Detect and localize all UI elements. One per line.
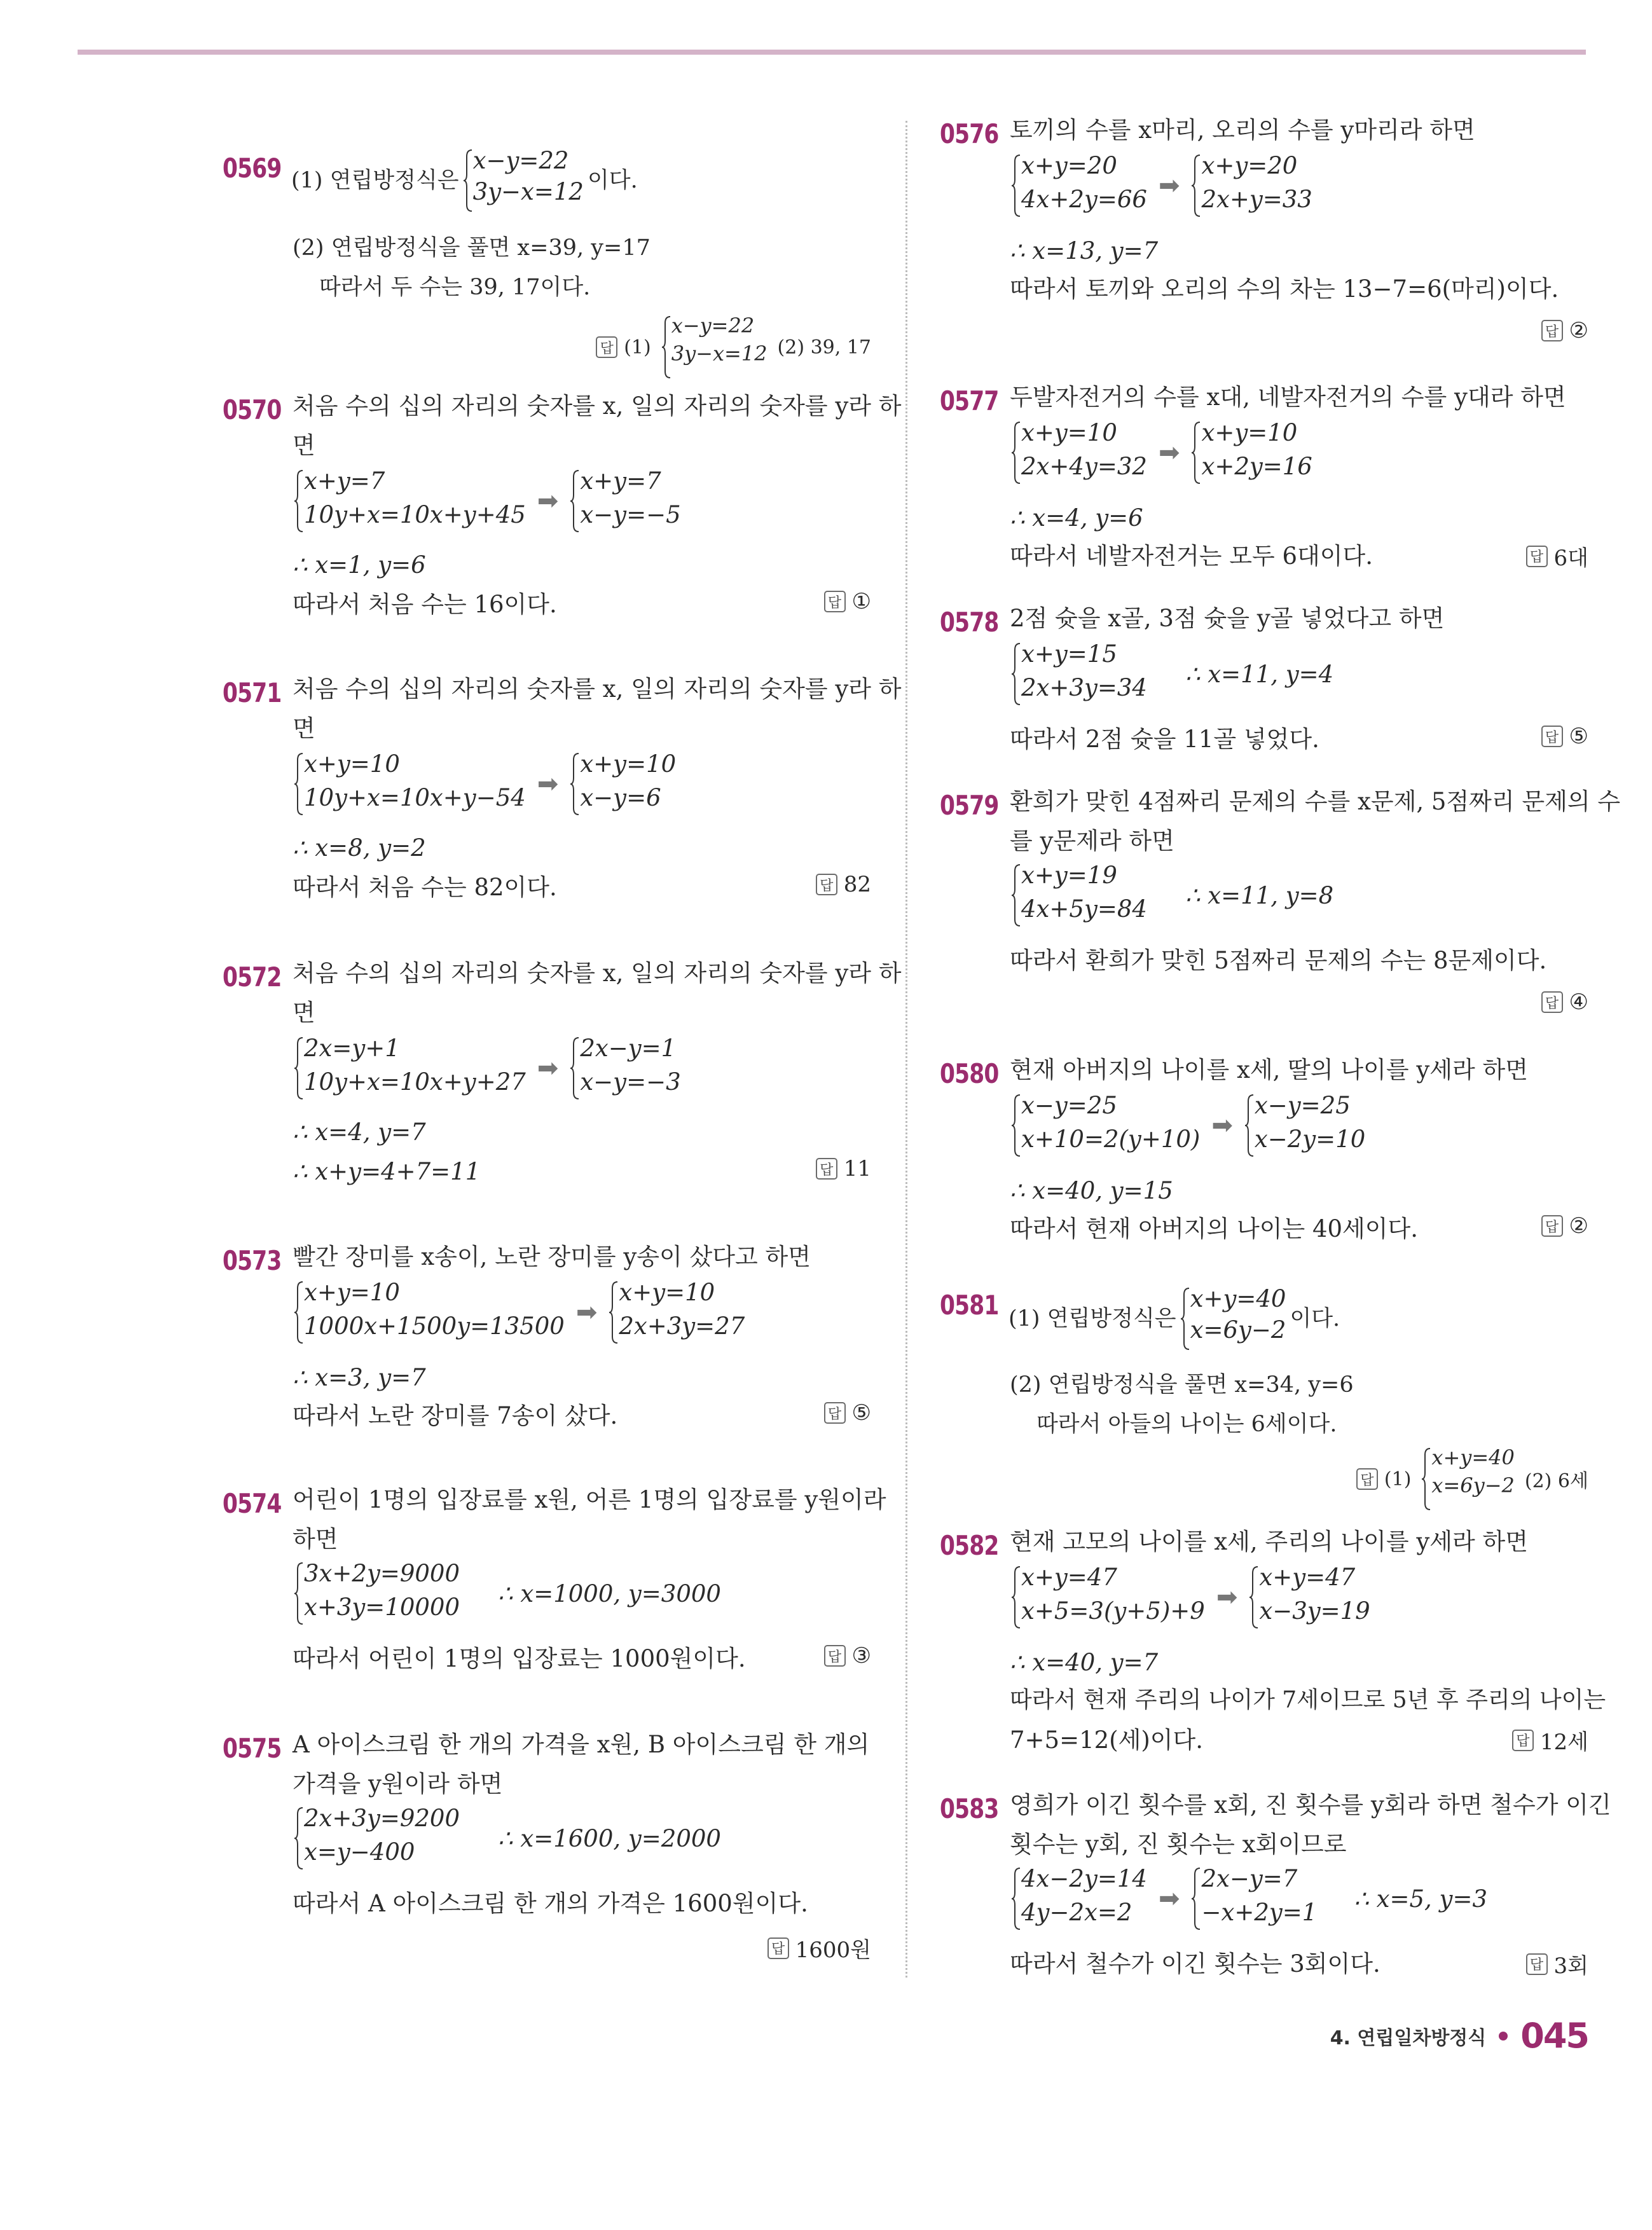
equation: −x+2y=1 <box>1201 1899 1318 1926</box>
answer-icon: 답 <box>1541 726 1563 747</box>
equation: 4x+5y=84 <box>1021 895 1147 923</box>
answer-value: 3회 <box>1553 1953 1588 1979</box>
answer-icon: 답 <box>824 1402 846 1424</box>
brace-icon <box>294 1562 304 1625</box>
answer-value: ⑤ <box>851 1400 871 1426</box>
solution: ∴ x=1000, y=3000 <box>498 1580 721 1607</box>
equation: 4x−2y=14 <box>1021 1865 1147 1892</box>
answer <box>816 872 871 897</box>
equation: x+y=7 <box>580 467 661 495</box>
answer-icon: 답 <box>1512 1730 1534 1751</box>
statement-text: 이다. <box>587 167 638 193</box>
brace-icon <box>1011 1094 1021 1157</box>
answer-icon: 답 <box>1541 1215 1563 1237</box>
problem-text: 영희가 이긴 횟수를 x회, 진 횟수를 y회라 하면 철수가 이긴 <box>1010 1791 1611 1819</box>
equation: x−y=−5 <box>580 501 681 528</box>
problem-text: 면 <box>293 432 315 459</box>
equation: x+y=10 <box>304 1279 400 1306</box>
equation: x+10=2(y+10) <box>1021 1125 1201 1153</box>
arrow-right-icon: ➡ <box>537 1054 559 1083</box>
conclusion: ∴ x+y=4+7=11 <box>293 1158 481 1185</box>
conclusion: 따라서 처음 수는 82이다. <box>293 874 557 901</box>
equation-system <box>294 1281 745 1344</box>
conclusion: 따라서 처음 수는 16이다. <box>293 591 557 618</box>
equation: x+y=10 <box>580 750 677 778</box>
equation: 3y−x=12 <box>671 341 767 366</box>
equation: x+y=7 <box>304 467 385 495</box>
equation: x−y=25 <box>1254 1092 1351 1119</box>
system-statement <box>1008 1287 1340 1351</box>
statement-text: 이다. <box>1290 1305 1340 1332</box>
problem-text: 어린이 1명의 입장료를 x원, 어른 1명의 입장료를 y원이라 <box>293 1486 886 1513</box>
answer-value: ④ <box>1569 989 1588 1015</box>
brace-icon <box>1244 1094 1255 1157</box>
solution: ∴ x=5, y=3 <box>1354 1885 1487 1913</box>
equation: x+y=19 <box>1021 862 1117 889</box>
answer-value: ③ <box>851 1643 871 1669</box>
solution: ∴ x=8, y=2 <box>293 834 426 862</box>
equation: 3x+2y=9000 <box>304 1560 460 1587</box>
equation-system <box>1011 864 1333 927</box>
equation: x+y=10 <box>619 1279 715 1306</box>
equation-system <box>294 469 681 533</box>
chapter-title: 4. 연립일차방정식 <box>1330 2027 1487 2049</box>
answer-icon: 답 <box>824 591 846 612</box>
arrow-right-icon: ➡ <box>1158 438 1180 467</box>
brace-icon <box>1011 1867 1021 1931</box>
equation: 2x+3y=9200 <box>304 1805 460 1832</box>
bullet-dot-icon <box>1499 2032 1508 2041</box>
problem-text: 면 <box>293 715 315 742</box>
conclusion: 따라서 현재 아버지의 나이는 40세이다. <box>1010 1215 1419 1242</box>
conclusion: 따라서 어린이 1명의 입장료는 1000원이다. <box>293 1645 746 1672</box>
conclusion: 따라서 A 아이스크림 한 개의 가격은 1600원이다. <box>293 1890 808 1917</box>
equation: x+y=40 <box>1190 1285 1286 1312</box>
equation: x−y=6 <box>580 784 661 811</box>
brace-icon <box>1011 642 1021 706</box>
brace-icon <box>570 469 580 533</box>
arrow-right-icon: ➡ <box>1158 1884 1180 1913</box>
problem-number: 0581 <box>940 1290 999 1321</box>
equation: 2x−y=1 <box>580 1035 677 1062</box>
problem-text: 현재 아버지의 나이를 x세, 딸의 나이를 y세라 하면 <box>1010 1056 1528 1084</box>
conclusion: 따라서 철수가 이긴 횟수는 3회이다. <box>1010 1950 1380 1978</box>
problem-text: 현재 고모의 나이를 x세, 주리의 나이를 y세라 하면 <box>1010 1528 1528 1555</box>
answer <box>816 1156 871 1181</box>
brace-icon <box>1421 1447 1431 1511</box>
answer-value: 12세 <box>1539 1730 1588 1755</box>
brace-icon <box>294 1036 304 1100</box>
problem-number: 0574 <box>223 1488 282 1519</box>
brace-icon <box>294 469 304 533</box>
equation: x−y=25 <box>1021 1092 1117 1119</box>
equation: x+y=47 <box>1021 1564 1117 1591</box>
problem-text: 면 <box>293 999 315 1026</box>
problem-number: 0575 <box>223 1733 282 1764</box>
answer-icon: 답 <box>1541 991 1563 1013</box>
equation: 2x−y=7 <box>1201 1865 1298 1892</box>
statement-text: (1) 연립방정식은 <box>291 167 459 193</box>
problem-number: 0582 <box>940 1530 999 1561</box>
equation-system <box>1011 1094 1365 1157</box>
answer-part: (1) <box>1384 1468 1412 1490</box>
answer-icon: 답 <box>767 1937 789 1959</box>
equation: 2x+3y=27 <box>619 1312 745 1340</box>
conclusion: 따라서 2점 슛을 11골 넣었다. <box>1010 726 1319 753</box>
problem-number: 0580 <box>940 1058 999 1089</box>
answer-value: 1600원 <box>795 1937 871 1963</box>
answer <box>596 315 871 379</box>
answer <box>1541 1213 1588 1239</box>
inline-system <box>463 149 584 212</box>
problem-text: 를 y문제라 하면 <box>1010 827 1174 855</box>
equation: x+2y=16 <box>1201 453 1312 480</box>
solution: ∴ x=3, y=7 <box>293 1364 426 1391</box>
equation: 2x=y+1 <box>304 1035 400 1062</box>
problem-text: 토끼의 수를 x마리, 오리의 수를 y마리라 하면 <box>1010 116 1475 144</box>
equation-system <box>1011 154 1312 217</box>
solution: ∴ x=11, y=4 <box>1185 660 1334 688</box>
answer-icon: 답 <box>596 336 617 358</box>
statement-text: (1) 연립방정식은 <box>1008 1305 1176 1332</box>
problem-text: 처음 수의 십의 자리의 숫자를 x, 일의 자리의 숫자를 y라 하 <box>293 392 902 420</box>
answer-value: ② <box>1569 318 1588 343</box>
equation: x+y=20 <box>1021 152 1117 179</box>
solution: ∴ x=4, y=7 <box>293 1118 426 1146</box>
problem-number: 0569 <box>223 153 282 184</box>
solution: ∴ x=40, y=7 <box>1010 1649 1159 1676</box>
answer-system <box>661 315 767 379</box>
problem-text: A 아이스크림 한 개의 가격을 x원, B 아이스크림 한 개의 <box>293 1731 870 1758</box>
equation: x+y=20 <box>1201 152 1298 179</box>
brace-icon <box>661 315 671 379</box>
brace-icon <box>1011 864 1021 927</box>
equation: 3y−x=12 <box>472 178 584 205</box>
answer <box>824 1643 871 1669</box>
answer-icon: 답 <box>1526 546 1548 567</box>
arrow-right-icon: ➡ <box>1158 171 1180 200</box>
answer <box>1541 724 1588 749</box>
answer-icon: 답 <box>824 1645 846 1667</box>
equation: 1000x+1500y=13500 <box>304 1312 565 1340</box>
arrow-right-icon: ➡ <box>537 486 559 516</box>
brace-icon <box>609 1281 619 1344</box>
brace-icon <box>1011 421 1021 485</box>
answer-value: 11 <box>843 1156 871 1181</box>
equation: x=y−400 <box>304 1838 415 1866</box>
brace-icon <box>570 752 580 816</box>
answer-value: 6대 <box>1553 546 1588 571</box>
answer-icon: 답 <box>816 1158 837 1180</box>
brace-icon <box>294 1281 304 1344</box>
brace-icon <box>294 752 304 816</box>
answer <box>1512 1724 1588 1756</box>
equation: x+y=15 <box>1021 640 1117 668</box>
answer-icon: 답 <box>1541 320 1563 341</box>
problem-text: 두발자전거의 수를 x대, 네발자전거의 수를 y대라 하면 <box>1010 383 1566 411</box>
answer <box>1541 318 1588 343</box>
inline-system <box>1180 1287 1286 1351</box>
answer <box>1541 989 1588 1015</box>
answer-value: ① <box>851 589 871 614</box>
brace-icon <box>1191 154 1201 217</box>
equation: 2x+y=33 <box>1201 186 1312 213</box>
solution: ∴ x=1, y=6 <box>293 551 426 579</box>
problem-text: 빨간 장미를 x송이, 노란 장미를 y송이 샀다고 하면 <box>293 1243 811 1270</box>
equation: x+y=10 <box>304 750 400 778</box>
equation: 2x+3y=34 <box>1021 674 1147 701</box>
conclusion-continued: 7+5=12(세)이다. <box>1010 1726 1204 1754</box>
equation-system <box>1011 1867 1487 1931</box>
equation-system <box>294 1562 721 1625</box>
answer <box>824 1400 871 1426</box>
brace-icon <box>1011 1566 1021 1629</box>
solution: ∴ x=4, y=6 <box>1010 504 1143 532</box>
equation-system <box>294 1036 681 1100</box>
answer-icon: 답 <box>1526 1953 1548 1975</box>
arrow-right-icon: ➡ <box>1216 1583 1238 1612</box>
equation: x−y=22 <box>472 147 569 174</box>
problem-number: 0571 <box>223 677 282 708</box>
conclusion: 따라서 토끼와 오리의 수의 차는 13−7=6(마리)이다. <box>1010 275 1559 303</box>
equation-system <box>1011 642 1333 706</box>
problem-text: 가격을 y원이라 하면 <box>293 1770 503 1798</box>
equation: 4y−2x=2 <box>1021 1899 1132 1926</box>
page-number: 045 <box>1520 2016 1588 2056</box>
equation: x+y=10 <box>1021 419 1117 446</box>
answer <box>824 589 871 614</box>
equation: x+5=3(y+5)+9 <box>1021 1597 1205 1625</box>
brace-icon <box>294 1807 304 1870</box>
equation-system <box>294 1807 721 1870</box>
brace-icon <box>1180 1287 1190 1351</box>
conclusion: 따라서 두 수는 39, 17이다. <box>319 275 591 300</box>
brace-icon <box>463 149 473 212</box>
problem-number: 0577 <box>940 385 999 416</box>
system-statement <box>291 149 638 212</box>
equation: x+y=40 <box>1431 1445 1515 1469</box>
solution: ∴ x=1600, y=2000 <box>498 1824 721 1852</box>
problem-number: 0570 <box>223 394 282 425</box>
conclusion: 따라서 환희가 맞힌 5점짜리 문제의 수는 8문제이다. <box>1010 947 1547 974</box>
answer-value: 82 <box>843 872 871 897</box>
conclusion: 따라서 네발자전거는 모두 6대이다. <box>1010 542 1373 570</box>
solution: ∴ x=13, y=7 <box>1010 237 1159 265</box>
equation: 10y+x=10x+y+27 <box>304 1068 526 1096</box>
answer-system <box>1421 1447 1514 1511</box>
problem-number: 0576 <box>940 118 999 149</box>
column-divider <box>905 121 907 1978</box>
solution: ∴ x=11, y=8 <box>1185 881 1334 909</box>
answer <box>1356 1447 1588 1511</box>
answer <box>1526 1948 1588 1979</box>
answer-icon: 답 <box>1356 1468 1378 1490</box>
problem-number: 0583 <box>940 1793 999 1824</box>
problem-number: 0572 <box>223 961 282 993</box>
answer-icon: 답 <box>816 874 837 895</box>
problem-text: 환희가 맞힌 4점짜리 문제의 수를 x문제, 5점짜리 문제의 수 <box>1010 788 1621 815</box>
answer-value: ② <box>1569 1213 1588 1239</box>
answer <box>1526 540 1588 572</box>
equation-system <box>1011 1566 1370 1629</box>
answer-part: (1) <box>624 336 651 359</box>
equation: x−y=22 <box>671 313 755 338</box>
brace-icon <box>1191 421 1201 485</box>
arrow-right-icon: ➡ <box>1211 1111 1233 1140</box>
equation: 4x+2y=66 <box>1021 186 1147 213</box>
arrow-right-icon: ➡ <box>537 769 559 799</box>
answer-value: ⑤ <box>1569 724 1588 749</box>
equation: x=6y−2 <box>1190 1316 1286 1344</box>
problem-text: 2점 슛을 x골, 3점 슛을 y골 넣었다고 하면 <box>1010 605 1445 632</box>
equation: 10y+x=10x+y−54 <box>304 784 526 811</box>
equation: x+y=10 <box>1201 419 1298 446</box>
solution: ∴ x=40, y=15 <box>1010 1177 1173 1204</box>
equation: x+3y=10000 <box>304 1593 460 1621</box>
equation: x+y=47 <box>1259 1564 1356 1591</box>
brace-icon <box>570 1036 580 1100</box>
equation: 2x+4y=32 <box>1021 453 1147 480</box>
problem-text: 횟수는 y회, 진 횟수는 x회이므로 <box>1010 1831 1347 1858</box>
problem-number: 0573 <box>223 1245 282 1276</box>
equation: x−2y=10 <box>1254 1125 1366 1153</box>
brace-icon <box>1191 1867 1201 1931</box>
problem-text: 처음 수의 십의 자리의 숫자를 x, 일의 자리의 숫자를 y라 하 <box>293 960 902 987</box>
conclusion: 따라서 현재 주리의 나이가 7세이므로 5년 후 주리의 나이는 <box>1010 1687 1606 1713</box>
equation: x=6y−2 <box>1431 1473 1515 1497</box>
conclusion: 따라서 아들의 나이는 6세이다. <box>1036 1412 1337 1437</box>
equation: 10y+x=10x+y+45 <box>304 501 526 528</box>
top-rule <box>78 50 1586 55</box>
arrow-right-icon: ➡ <box>575 1298 598 1327</box>
solve-line: (2) 연립방정식을 풀면 x=34, y=6 <box>1010 1372 1354 1398</box>
problem-text: 하면 <box>293 1525 338 1553</box>
answer <box>767 1932 871 1964</box>
problem-text: 처음 수의 십의 자리의 숫자를 x, 일의 자리의 숫자를 y라 하 <box>293 675 902 703</box>
equation: x−3y=19 <box>1259 1597 1370 1625</box>
brace-icon <box>1011 154 1021 217</box>
brace-icon <box>1249 1566 1259 1629</box>
problem-number: 0579 <box>940 790 999 821</box>
equation-system <box>294 752 676 816</box>
answer-part: (2) 39, 17 <box>777 336 871 359</box>
page-footer <box>1330 2016 1588 2056</box>
conclusion: 따라서 노란 장미를 7송이 샀다. <box>293 1402 618 1429</box>
equation: x−y=−3 <box>580 1068 681 1096</box>
solve-line: (2) 연립방정식을 풀면 x=39, y=17 <box>293 235 650 261</box>
answer-part: (2) 6세 <box>1524 1470 1588 1492</box>
problem-number: 0578 <box>940 607 999 638</box>
equation-system <box>1011 421 1312 485</box>
